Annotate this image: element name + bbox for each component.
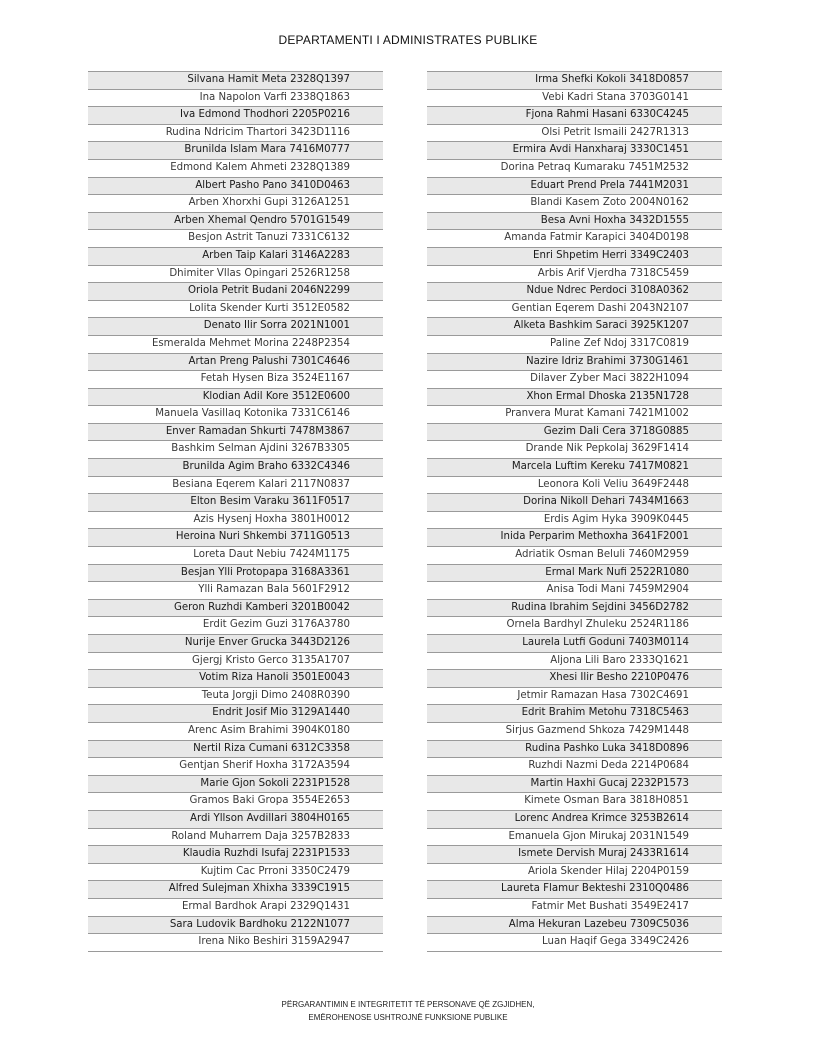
name-entry: Marie Gjon Sokoli 2231P1528 [88,775,383,793]
name-entry: Geron Ruzhdi Kamberi 3201B0042 [88,599,383,617]
name-entry: Manuela Vasillaq Kotonika 7331C6146 [88,405,383,423]
name-entry: Enri Shpetim Herri 3349C2403 [427,247,722,265]
name-entry: Gjergj Kristo Gerco 3135A1707 [88,652,383,670]
name-entry: Rudina Ibrahim Sejdini 3456D2782 [427,599,722,617]
name-entry: Oriola Petrit Budani 2046N2299 [88,282,383,300]
name-entry: Jetmir Ramazan Hasa 7302C4691 [427,687,722,705]
name-entry: Ermira Avdi Hanxharaj 3330C1451 [427,141,722,159]
footer-line-2: EMËROHENOSE USHTROJNË FUNKSIONE PUBLIKE [308,1013,508,1022]
name-entry: Xhon Ermal Dhoska 2135N1728 [427,388,722,406]
name-entry: Irma Shefki Kokoli 3418D0857 [427,71,722,89]
name-entry: Nurije Enver Grucka 3443D2126 [88,634,383,652]
name-entry: Denato Ilir Sorra 2021N1001 [88,317,383,335]
name-entry: Silvana Hamit Meta 2328Q1397 [88,71,383,89]
name-entry: Heroina Nuri Shkembi 3711G0513 [88,528,383,546]
name-entry: Arben Taip Kalari 3146A2283 [88,247,383,265]
name-entry: Vebi Kadri Stana 3703G0141 [427,89,722,107]
name-entry: Inida Perparim Methoxha 3641F2001 [427,528,722,546]
name-entry: Endrit Josif Mio 3129A1440 [88,704,383,722]
name-entry: Azis Hysenj Hoxha 3801H0012 [88,511,383,529]
name-entry: Edrit Brahim Metohu 7318C5463 [427,704,722,722]
name-entry: Brunilda Agim Braho 6332C4346 [88,458,383,476]
name-entry: Fetah Hysen Biza 3524E1167 [88,370,383,388]
name-entry: Erdit Gezim Guzi 3176A3780 [88,616,383,634]
name-entry: Nertil Riza Cumani 6312C3358 [88,740,383,758]
name-entry: Dhimiter Vllas Opingari 2526R1258 [88,265,383,283]
name-entry: Kimete Osman Bara 3818H0851 [427,792,722,810]
name-entry: Albert Pasho Pano 3410D0463 [88,177,383,195]
name-entry: Ardi Yllson Avdillari 3804H0165 [88,810,383,828]
name-entry: Laureta Flamur Bekteshi 2310Q0486 [427,880,722,898]
name-entry: Arben Xhorxhi Gupi 3126A1251 [88,194,383,212]
name-entry: Xhesi Ilir Besho 2210P0476 [427,669,722,687]
name-entry: Loreta Daut Nebiu 7424M1175 [88,546,383,564]
name-entry: Fjona Rahmi Hasani 6330C4245 [427,106,722,124]
name-entry: Sara Ludovik Bardhoku 2122N1077 [88,916,383,934]
name-entry: Pranvera Murat Kamani 7421M1002 [427,405,722,423]
name-entry: Besa Avni Hoxha 3432D1555 [427,212,722,230]
name-entry: Dorina Nikoll Dehari 7434M1663 [427,493,722,511]
name-entry: Alfred Sulejman Xhixha 3339C1915 [88,880,383,898]
name-entry: Ina Napolon Varfi 2338Q1863 [88,89,383,107]
name-entry: Sirjus Gazmend Shkoza 7429M1448 [427,722,722,740]
name-entry: Elton Besim Varaku 3611F0517 [88,493,383,511]
name-entry: Rudina Pashko Luka 3418D0896 [427,740,722,758]
name-entry: Klaudia Ruzhdi Isufaj 2231P1533 [88,845,383,863]
left-name-column [88,71,383,952]
name-entry: Adriatik Osman Beluli 7460M2959 [427,546,722,564]
name-entry: Ruzhdi Nazmi Deda 2214P0684 [427,757,722,775]
name-entry: Iva Edmond Thodhori 2205P0216 [88,106,383,124]
name-entry: Alketa Bashkim Saraci 3925K1207 [427,317,722,335]
right-name-column [427,71,722,952]
name-entry: Luan Haqif Gega 3349C2426 [427,933,722,951]
name-entry: Dilaver Zyber Maci 3822H1094 [427,370,722,388]
name-entry: Dorina Petraq Kumaraku 7451M2532 [427,159,722,177]
name-entry: Aljona Lili Baro 2333Q1621 [427,652,722,670]
name-entry: Rudina Ndricim Thartori 3423D1116 [88,124,383,142]
name-entry: Arbis Arif Vjerdha 7318C5459 [427,265,722,283]
name-entry: Roland Muharrem Daja 3257B2833 [88,828,383,846]
page-footer [0,998,816,1024]
name-entry: Gezim Dali Cera 3718G0885 [427,423,722,441]
name-entry: Lolita Skender Kurti 3512E0582 [88,300,383,318]
footer-line-1: PËRGARANTIMIN E INTEGRITETIT TË PERSONAVE QË ZGJIDHEN, [281,1000,535,1009]
name-entry: Olsi Petrit Ismaili 2427R1313 [427,124,722,142]
name-entry: Besjon Astrit Tanuzi 7331C6132 [88,229,383,247]
name-entry: Brunilda Islam Mara 7416M0777 [88,141,383,159]
name-entry: Marcela Luftim Kereku 7417M0821 [427,458,722,476]
name-entry: Emanuela Gjon Mirukaj 2031N1549 [427,828,722,846]
name-entry: Laurela Lutfi Goduni 7403M0114 [427,634,722,652]
name-entry: Irena Niko Beshiri 3159A2947 [88,933,383,951]
name-entry: Alma Hekuran Lazebeu 7309C5036 [427,916,722,934]
name-entry: Votim Riza Hanoli 3501E0043 [88,669,383,687]
name-entry: Ermal Mark Nufi 2522R1080 [427,564,722,582]
name-entry: Arben Xhemal Qendro 5701G1549 [88,212,383,230]
name-entry: Ndue Ndrec Perdoci 3108A0362 [427,282,722,300]
name-entry: Ermal Bardhok Arapi 2329Q1431 [88,898,383,916]
name-entry: Blandi Kasem Zoto 2004N0162 [427,194,722,212]
name-entry: Ismete Dervish Muraj 2433R1614 [427,845,722,863]
name-entry: Gentjan Sherif Hoxha 3172A3594 [88,757,383,775]
name-entry: Kujtim Cac Prroni 3350C2479 [88,863,383,881]
name-entry: Bashkim Selman Ajdini 3267B3305 [88,440,383,458]
name-entry: Ariola Skender Hilaj 2204P0159 [427,863,722,881]
name-entry: Teuta Jorgji Dimo 2408R0390 [88,687,383,705]
name-entry: Fatmir Met Bushati 3549E2417 [427,898,722,916]
name-entry: Lorenc Andrea Krimce 3253B2614 [427,810,722,828]
name-entry: Edmond Kalem Ahmeti 2328Q1389 [88,159,383,177]
page-title: DEPARTAMENTI I ADMINISTRATES PUBLIKE [278,33,538,47]
name-entry: Besiana Eqerem Kalari 2117N0837 [88,476,383,494]
name-entry: Esmeralda Mehmet Morina 2248P2354 [88,335,383,353]
name-entry: Nazire Idriz Brahimi 3730G1461 [427,353,722,371]
name-entry: Eduart Prend Prela 7441M2031 [427,177,722,195]
name-entry: Klodian Adil Kore 3512E0600 [88,388,383,406]
name-entry: Enver Ramadan Shkurti 7478M3867 [88,423,383,441]
name-entry: Besjan Ylli Protopapa 3168A3361 [88,564,383,582]
name-entry: Ylli Ramazan Bala 5601F2912 [88,581,383,599]
name-entry: Leonora Koli Veliu 3649F2448 [427,476,722,494]
name-entry: Ornela Bardhyl Zhuleku 2524R1186 [427,616,722,634]
name-entry: Gentian Eqerem Dashi 2043N2107 [427,300,722,318]
name-entry: Gramos Baki Gropa 3554E2653 [88,792,383,810]
name-entry: Paline Zef Ndoj 3317C0819 [427,335,722,353]
name-entry: Amanda Fatmir Karapici 3404D0198 [427,229,722,247]
name-entry: Artan Preng Palushi 7301C4646 [88,353,383,371]
name-entry: Martin Haxhi Gucaj 2232P1573 [427,775,722,793]
name-entry: Erdis Agim Hyka 3909K0445 [427,511,722,529]
name-entry: Drande Nik Pepkolaj 3629F1414 [427,440,722,458]
name-entry: Arenc Asim Brahimi 3904K0180 [88,722,383,740]
name-entry: Anisa Todi Mani 7459M2904 [427,581,722,599]
